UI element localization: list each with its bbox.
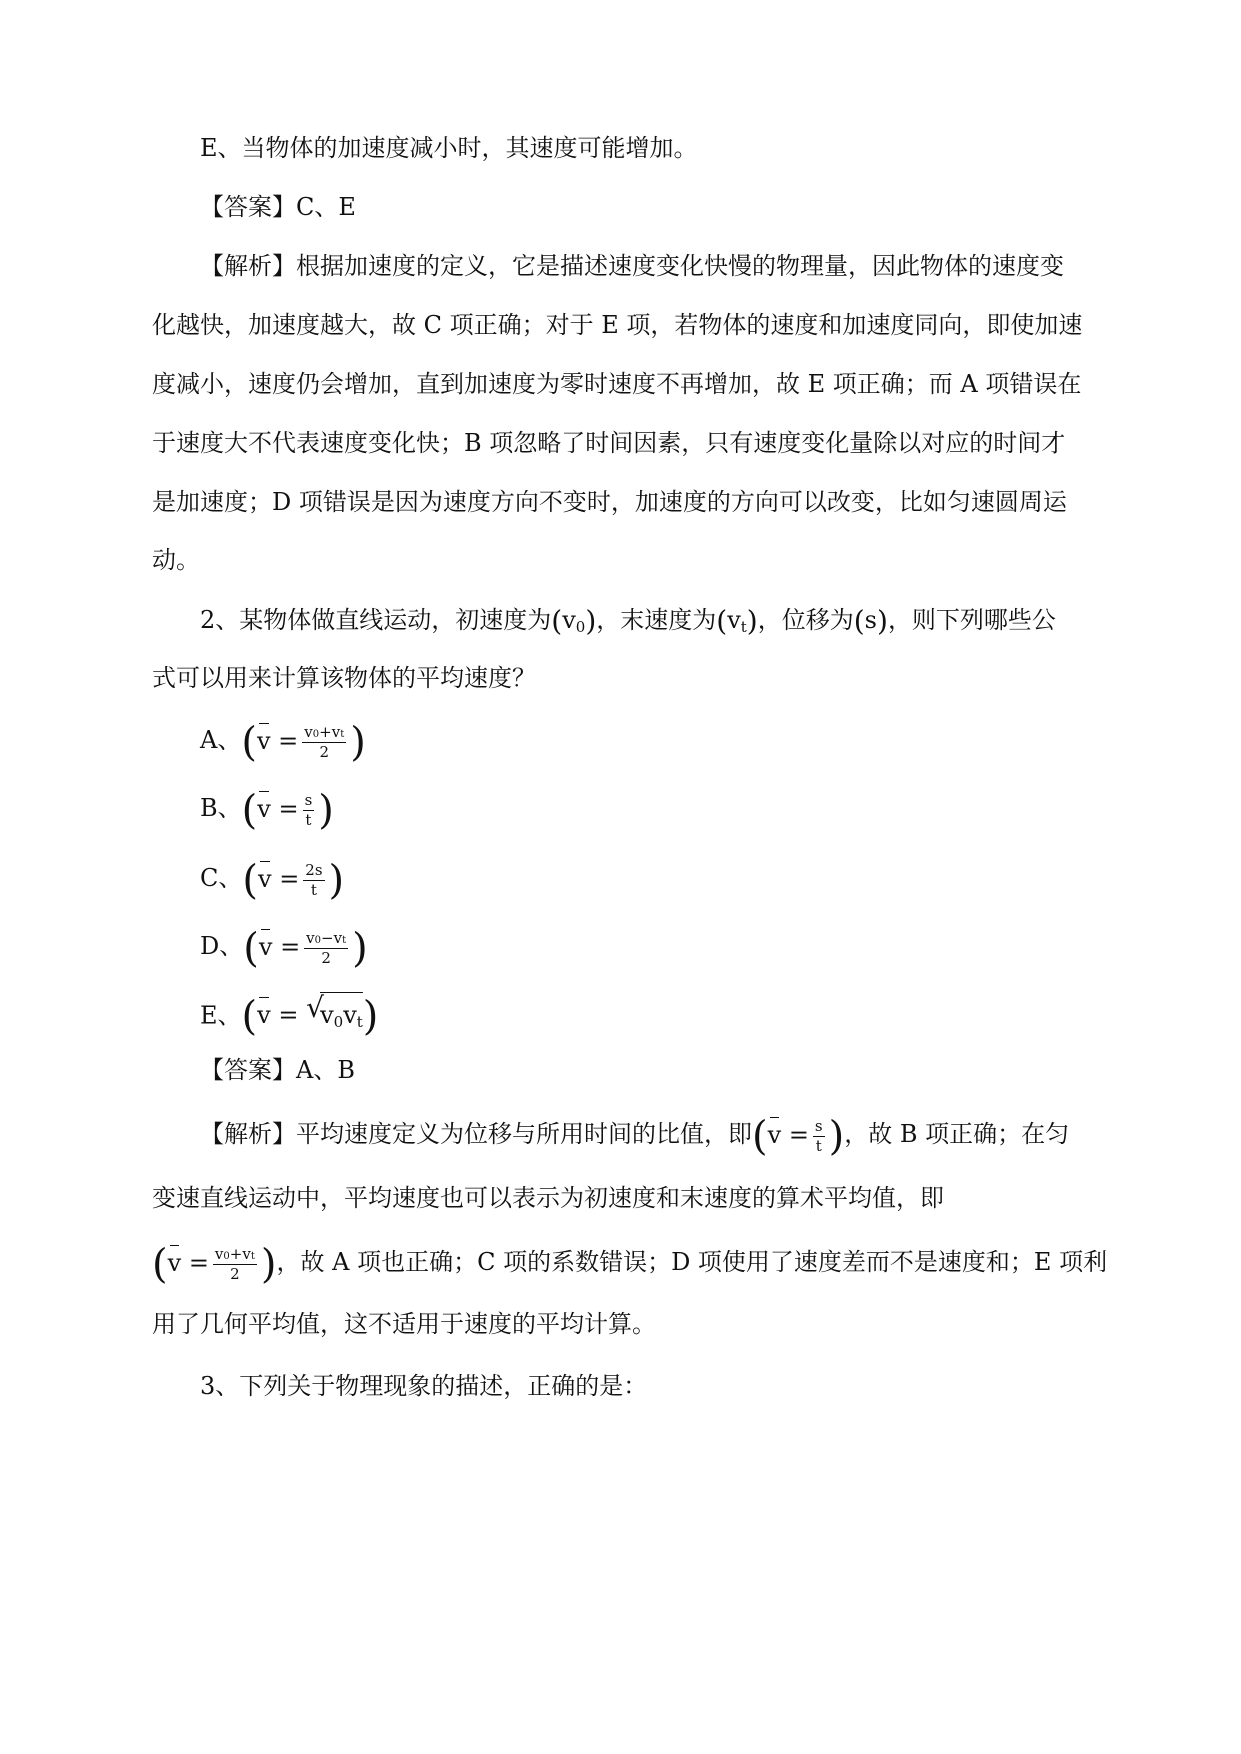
explanation-1-line-1: 【解析】根据加速度的定义，它是描述速度变化快慢的物理量，因此物体的速度变	[200, 252, 1064, 280]
s-symbol: (s)	[853, 604, 888, 638]
explanation-1-line-4: 于速度大不代表速度变化快；B 项忽略了时间因素，只有速度变化量除以对应的时间才	[152, 429, 1066, 457]
vt-symbol: $(v_t)$	[716, 604, 758, 638]
option-e-text: E、当物体的加速度减小时，其速度可能增加。	[200, 134, 698, 162]
answer-1: 【答案】C、E	[200, 193, 356, 221]
question-3: 3、下列关于物理现象的描述，正确的是：	[200, 1372, 648, 1400]
explanation-1-line-6: 动。	[152, 546, 200, 574]
option-d: D、(v = $\frac{v0-vt}{2}$ )	[200, 925, 368, 972]
option-e: E、(v = √ $v_0v_t$)	[200, 992, 378, 1042]
formula-b: (v = $\frac{s}{t}$ )	[241, 787, 334, 834]
explanation-2-line-1: 【解析】平均速度定义为位移与所用时间的比值，即(v = $\frac{s}{t}$ )，故 B 项正确；在匀	[200, 1113, 1070, 1160]
explanation-2-line-3: (v = $\frac{v0+vt}{2}$ )，故 A 项也正确；C 项的系数错误；D 项使用了速度差而不是速度和；E 项利	[152, 1241, 1108, 1288]
answer-2: 【答案】A、B	[200, 1056, 355, 1084]
question-2-line-1: 2、某物体做直线运动，初速度为$(v_0)$，末速度为$(v_t)$，位移为(s)，则下列哪些公	[200, 604, 1056, 638]
formula-s-over-t: (v = $\frac{s}{t}$ )	[752, 1113, 845, 1160]
formula-a: (v = $\frac{v0+vt}{2}$ )	[241, 719, 366, 766]
explanation-2-line-4: 用了几何平均值，这不适用于速度的平均计算。	[152, 1310, 656, 1338]
explanation-1-line-3: 度减小，速度仍会增加，直到加速度为零时速度不再增加，故 E 项正确；而 A 项错误在	[152, 370, 1082, 398]
explanation-1-line-2: 化越快，加速度越大，故 C 项正确；对于 E 项，若物体的速度和加速度同向，即使加速	[152, 311, 1083, 339]
formula-d: (v = $\frac{v0-vt}{2}$ )	[243, 925, 368, 972]
option-b: B、(v = $\frac{s}{t}$ )	[200, 787, 334, 834]
formula-average: (v = $\frac{v0+vt}{2}$ )	[152, 1241, 277, 1288]
explanation-1-line-5: 是加速度；D 项错误是因为速度方向不变时，加速度的方向可以改变，比如匀速圆周运	[152, 488, 1067, 516]
option-c: C、(v = $\frac{2s}{t}$ )	[200, 857, 345, 904]
question-2-line-2: 式可以用来计算该物体的平均速度？	[152, 664, 536, 692]
explanation-2-line-2: 变速直线运动中，平均速度也可以表示为初速度和末速度的算术平均值，即	[152, 1184, 944, 1212]
option-a: A、(v = $\frac{v0+vt}{2}$ )	[200, 719, 366, 766]
formula-e: (v = √ $v_0v_t$)	[242, 992, 379, 1042]
v0-symbol: $(v_0)$	[551, 604, 597, 638]
formula-c: (v = $\frac{2s}{t}$ )	[242, 857, 345, 904]
